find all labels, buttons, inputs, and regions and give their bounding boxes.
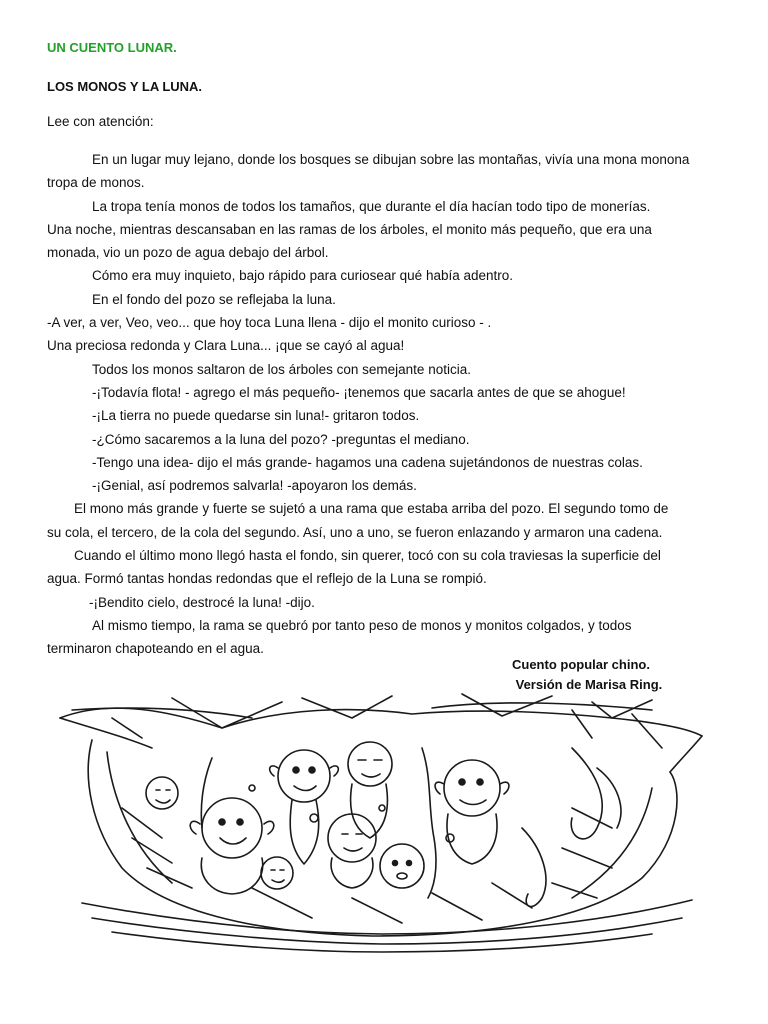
story-line: -¡Genial, así podremos salvarla! -apoyaron los demás. — [92, 478, 417, 494]
story-line: -¡Todavía flota! - agrego el más pequeño- ¡tenemos que sacarla antes de que se ahogue! — [92, 384, 626, 400]
story-line: monada, vio un pozo de agua debajo del árbol. — [47, 245, 329, 261]
story-line: En el fondo del pozo se reflejaba la luna. — [92, 291, 336, 307]
section-title: UN CUENTO LUNAR. — [47, 40, 177, 55]
story-line: -A ver, a ver, Veo, veo... que hoy toca Luna llena - dijo el monito curioso - . — [47, 315, 492, 331]
story-line: Una preciosa redonda y Clara Luna... ¡que se cayó al agua! — [47, 338, 405, 354]
story-line: -¿Cómo sacaremos a la luna del pozo? -preguntas el mediano. — [92, 431, 470, 447]
story-line: En un lugar muy lejano, donde los bosques se dibujan sobre las montañas, vivía una mona monona — [92, 152, 690, 167]
story-line: tropa de monos. — [47, 175, 145, 191]
story-line: agua. Formó tantas hondas redondas que el reflejo de la Luna se rompió. — [47, 571, 487, 587]
story-line: -¡La tierra no puede quedarse sin luna!- gritaron todos. — [92, 408, 420, 424]
intro-instruction: Lee con atención: — [47, 114, 154, 129]
story-body — [47, 148, 727, 661]
story-line: Todos los monos saltaron de los árboles con semejante noticia. — [92, 361, 471, 377]
story-line: -Tengo una idea- dijo el más grande- hagamos una cadena sujetándonos de nuestras colas. — [92, 454, 643, 470]
story-line: Al mismo tiempo, la rama se quebró por tanto peso de monos y monitos colgados, y todos — [92, 617, 632, 633]
story-line: su cola, el tercero, de la cola del segundo. Así, uno a uno, se fueron enlazando y armaron una cadena. — [47, 524, 663, 540]
credit-version: Versión de Marisa Ring. — [512, 677, 663, 692]
monkeys-in-well-icon — [52, 688, 707, 958]
story-line: La tropa tenía monos de todos los tamaños, que durante el día hacían todo tipo de monerías. — [92, 198, 651, 214]
story-line: terminaron chapoteando en el agua. — [47, 641, 264, 657]
story-line: El mono más grande y fuerte se sujetó a una rama que estaba arriba del pozo. El segundo tomo de — [74, 501, 669, 517]
story-line: Cuando el último mono llegó hasta el fondo, sin querer, tocó con su cola traviesas la superficie del — [74, 548, 661, 564]
story-line: -¡Bendito cielo, destrocé la luna! -dijo. — [89, 594, 315, 610]
credit-origin: Cuento popular chino. — [512, 657, 650, 672]
story-title: LOS MONOS Y LA LUNA. — [47, 79, 203, 94]
story-line: Cómo era muy inquieto, bajo rápido para curiosear qué había adentro. — [92, 268, 514, 284]
story-line: Una noche, mientras descansaban en las ramas de los árboles, el monito más pequeño, que era una — [47, 221, 652, 237]
